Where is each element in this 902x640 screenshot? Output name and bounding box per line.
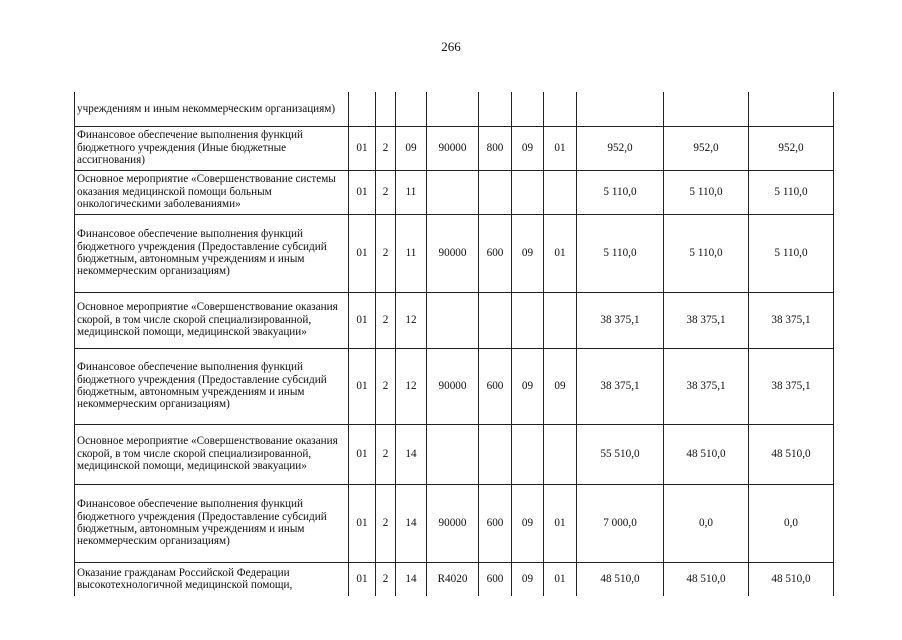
row-name-cell: Основное мероприятие «Совершенствование оказания скорой, в том числе скорой специализированной, медицинской помощи, медицинской эвакуации» [75,424,349,484]
subprogram-code-cell: 2 [376,424,396,484]
subsection-code-cell: 01 [544,562,577,596]
amount-year2-cell [664,92,749,126]
direction-code-cell [427,170,479,214]
table-row [75,292,834,348]
program-code-cell: 01 [349,126,376,170]
subsection-code-cell: 01 [544,214,577,292]
table-row [75,424,834,484]
program-code-cell: 01 [349,562,376,596]
subsection-code-cell [544,424,577,484]
program-code-cell: 01 [349,484,376,562]
direction-code-cell [427,292,479,348]
row-name-cell: Финансовое обеспечение выполнения функций бюджетного учреждения (Предоставление субсидий бюджетным, автономным учреждениям и иным некоммерческим организациям) [75,214,349,292]
program-code-cell: 01 [349,292,376,348]
subprogram-code-cell: 2 [376,292,396,348]
amount-year3-cell: 38 375,1 [749,292,834,348]
table-row [75,214,834,292]
expense-type-cell: 600 [479,562,512,596]
subprogram-code-cell: 2 [376,348,396,424]
event-code-cell: 14 [396,484,427,562]
event-code-cell: 12 [396,292,427,348]
amount-year3-cell: 5 110,0 [749,214,834,292]
section-code-cell [512,92,544,126]
amount-year3-cell: 952,0 [749,126,834,170]
subsection-code-cell: 01 [544,484,577,562]
section-code-cell: 09 [512,562,544,596]
subsection-code-cell [544,292,577,348]
section-code-cell: 09 [512,214,544,292]
page-number: 266 [441,39,461,54]
event-code-cell: 12 [396,348,427,424]
row-name-cell: Финансовое обеспечение выполнения функций бюджетного учреждения (Предоставление субсидий бюджетным, автономным учреждениям и иным некоммерческим организациям) [75,348,349,424]
amount-year3-cell: 48 510,0 [749,562,834,596]
subsection-code-cell [544,92,577,126]
amount-year1-cell: 952,0 [577,126,664,170]
subprogram-code-cell: 2 [376,214,396,292]
table-row [75,348,834,424]
amount-year2-cell: 0,0 [664,484,749,562]
event-code-cell: 11 [396,214,427,292]
expense-type-cell: 600 [479,484,512,562]
expense-type-cell [479,292,512,348]
amount-year3-cell: 0,0 [749,484,834,562]
amount-year2-cell: 38 375,1 [664,292,749,348]
table-row [75,484,834,562]
direction-code-cell: 90000 [427,126,479,170]
amount-year3-cell [749,92,834,126]
table-row [75,562,834,596]
expense-type-cell: 600 [479,214,512,292]
amount-year3-cell: 38 375,1 [749,348,834,424]
amount-year3-cell: 48 510,0 [749,424,834,484]
event-code-cell: 14 [396,424,427,484]
amount-year2-cell: 48 510,0 [664,424,749,484]
subsection-code-cell [544,170,577,214]
amount-year3-cell: 5 110,0 [749,170,834,214]
event-code-cell: 09 [396,126,427,170]
direction-code-cell: R4020 [427,562,479,596]
row-name-cell: Финансовое обеспечение выполнения функций бюджетного учреждения (Предоставление субсидий бюджетным, автономным учреждениям и иным некоммерческим организациям) [75,484,349,562]
amount-year1-cell: 7 000,0 [577,484,664,562]
direction-code-cell [427,92,479,126]
amount-year1-cell: 38 375,1 [577,292,664,348]
section-code-cell [512,424,544,484]
amount-year1-cell: 38 375,1 [577,348,664,424]
program-code-cell: 01 [349,214,376,292]
section-code-cell: 09 [512,126,544,170]
event-code-cell: 14 [396,562,427,596]
program-code-cell: 01 [349,348,376,424]
direction-code-cell: 90000 [427,484,479,562]
row-name-cell: Финансовое обеспечение выполнения функций бюджетного учреждения (Иные бюджетные ассигнования) [75,126,349,170]
table-row [75,92,834,126]
amount-year1-cell: 5 110,0 [577,214,664,292]
row-name-cell: Оказание гражданам Российской Федерации высокотехнологичной медицинской помощи, [75,562,349,596]
event-code-cell: 11 [396,170,427,214]
subprogram-code-cell: 2 [376,126,396,170]
program-code-cell: 01 [349,424,376,484]
section-code-cell [512,292,544,348]
amount-year1-cell: 48 510,0 [577,562,664,596]
subsection-code-cell: 01 [544,126,577,170]
section-code-cell: 09 [512,348,544,424]
section-code-cell [512,170,544,214]
expense-type-cell: 800 [479,126,512,170]
subprogram-code-cell [376,92,396,126]
event-code-cell [396,92,427,126]
expense-type-cell [479,424,512,484]
direction-code-cell: 90000 [427,348,479,424]
budget-table [74,92,834,596]
subprogram-code-cell: 2 [376,484,396,562]
table-row [75,126,834,170]
row-name-cell: учреждениям и иным некоммерческим организациям) [75,92,349,126]
amount-year2-cell: 38 375,1 [664,348,749,424]
program-code-cell: 01 [349,170,376,214]
amount-year1-cell: 55 510,0 [577,424,664,484]
subprogram-code-cell: 2 [376,562,396,596]
program-code-cell [349,92,376,126]
amount-year2-cell: 5 110,0 [664,214,749,292]
expense-type-cell [479,92,512,126]
amount-year2-cell: 5 110,0 [664,170,749,214]
direction-code-cell: 90000 [427,214,479,292]
expense-type-cell: 600 [479,348,512,424]
row-name-cell: Основное мероприятие «Совершенствование оказания скорой, в том числе скорой специализированной, медицинской помощи, медицинской эвакуации» [75,292,349,348]
subprogram-code-cell: 2 [376,170,396,214]
table-row [75,170,834,214]
direction-code-cell [427,424,479,484]
section-code-cell: 09 [512,484,544,562]
expense-type-cell [479,170,512,214]
amount-year1-cell [577,92,664,126]
subsection-code-cell: 09 [544,348,577,424]
row-name-cell: Основное мероприятие «Совершенствование системы оказания медицинской помощи больным онкологическими заболеваниями» [75,170,349,214]
amount-year2-cell: 48 510,0 [664,562,749,596]
amount-year1-cell: 5 110,0 [577,170,664,214]
amount-year2-cell: 952,0 [664,126,749,170]
